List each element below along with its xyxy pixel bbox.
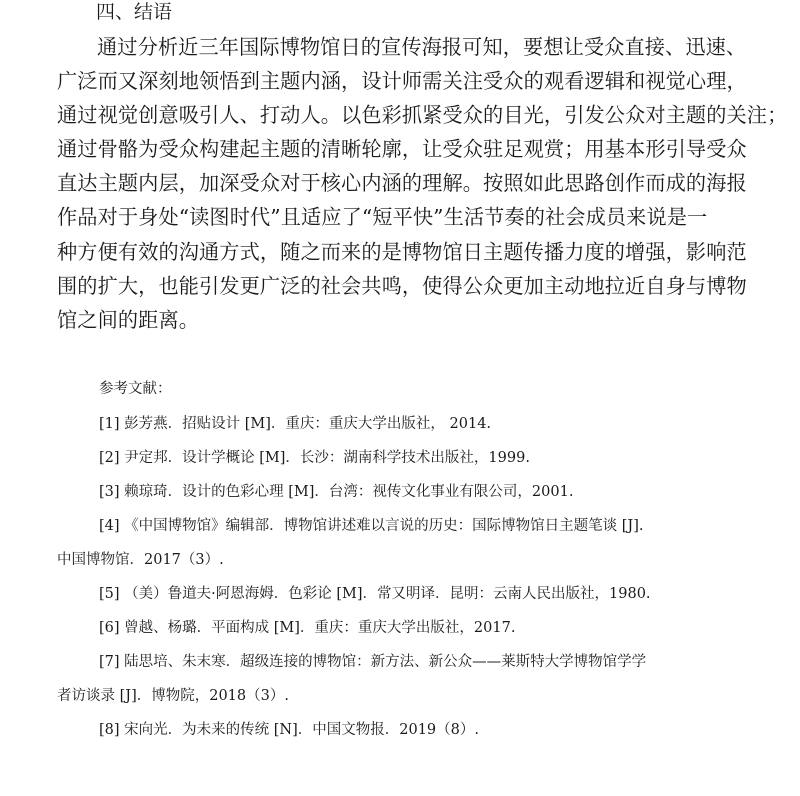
reference-item-continuation: 者访谈录 [J]．博物院，2018（3）.	[57, 688, 289, 704]
paragraph-line: 馆之间的距离。	[57, 307, 200, 332]
reference-item: [4] 《中国博物馆》编辑部．博物馆讲述难以言说的历史：国际博物馆日主题笔谈 [J].	[99, 518, 644, 534]
paragraph-line: 种方便有效的沟通方式，随之而来的是博物馆日主题传播力度的增强，影响范	[57, 239, 747, 264]
reference-item: [3] 赖琼琦．设计的色彩心理 [M]．台湾：视传文化事业有限公司，2001.	[99, 484, 574, 500]
references-title: 参考文献：	[99, 381, 172, 397]
paragraph-line: 直达主题内层，加深受众对于核心内涵的理解。按照如此思路创作而成的海报	[57, 171, 747, 196]
reference-item: [7] 陆思培、朱末寒．超级连接的博物馆：新方法、新公众——莱斯特大学博物馆学学	[99, 654, 647, 670]
reference-item: [8] 宋向光．为未来的传统 [N]．中国文物报．2019（8）.	[99, 722, 479, 738]
paragraph-line: 作品对于身处“读图时代”且适应了“短平快”生活节奏的社会成员来说是一	[57, 205, 708, 230]
reference-item: [2] 尹定邦．设计学概论 [M]．长沙：湖南科学技术出版社，1999.	[99, 450, 530, 466]
reference-item: [6] 曾越、杨璐．平面构成 [M]．重庆：重庆大学出版社，2017.	[99, 620, 516, 636]
conclusion-paragraph	[57, 30, 788, 337]
paragraph-line: 通过骨骼为受众构建起主题的清晰轮廓，让受众驻足观赏；用基本形引导受众	[57, 137, 747, 162]
paragraph-line: 通过视觉创意吸引人、打动人。以色彩抓紧受众的目光，引发公众对主题的关注；	[57, 103, 788, 128]
paragraph-line: 围的扩大，也能引发更广泛的社会共鸣，使得公众更加主动地拉近自身与博物	[57, 273, 747, 298]
reference-item: [5] （美）鲁道夫·阿恩海姆．色彩论 [M]．常又明译．昆明：云南人民出版社，1980.	[99, 586, 651, 602]
reference-item: [1] 彭芳燕．招贴设计 [M]．重庆：重庆大学出版社， 2014.	[99, 416, 492, 432]
reference-item-continuation: 中国博物馆．2017（3）.	[57, 552, 224, 568]
paragraph-line: 广泛而又深刻地领悟到主题内涵，设计师需关注受众的观看逻辑和视觉心理，	[57, 69, 747, 94]
section-heading: 四、结语	[96, 1, 173, 23]
paragraph-line: 通过分析近三年国际博物馆日的宣传海报可知，要想让受众直接、迅速、	[97, 35, 747, 59]
references-section	[57, 376, 757, 747]
